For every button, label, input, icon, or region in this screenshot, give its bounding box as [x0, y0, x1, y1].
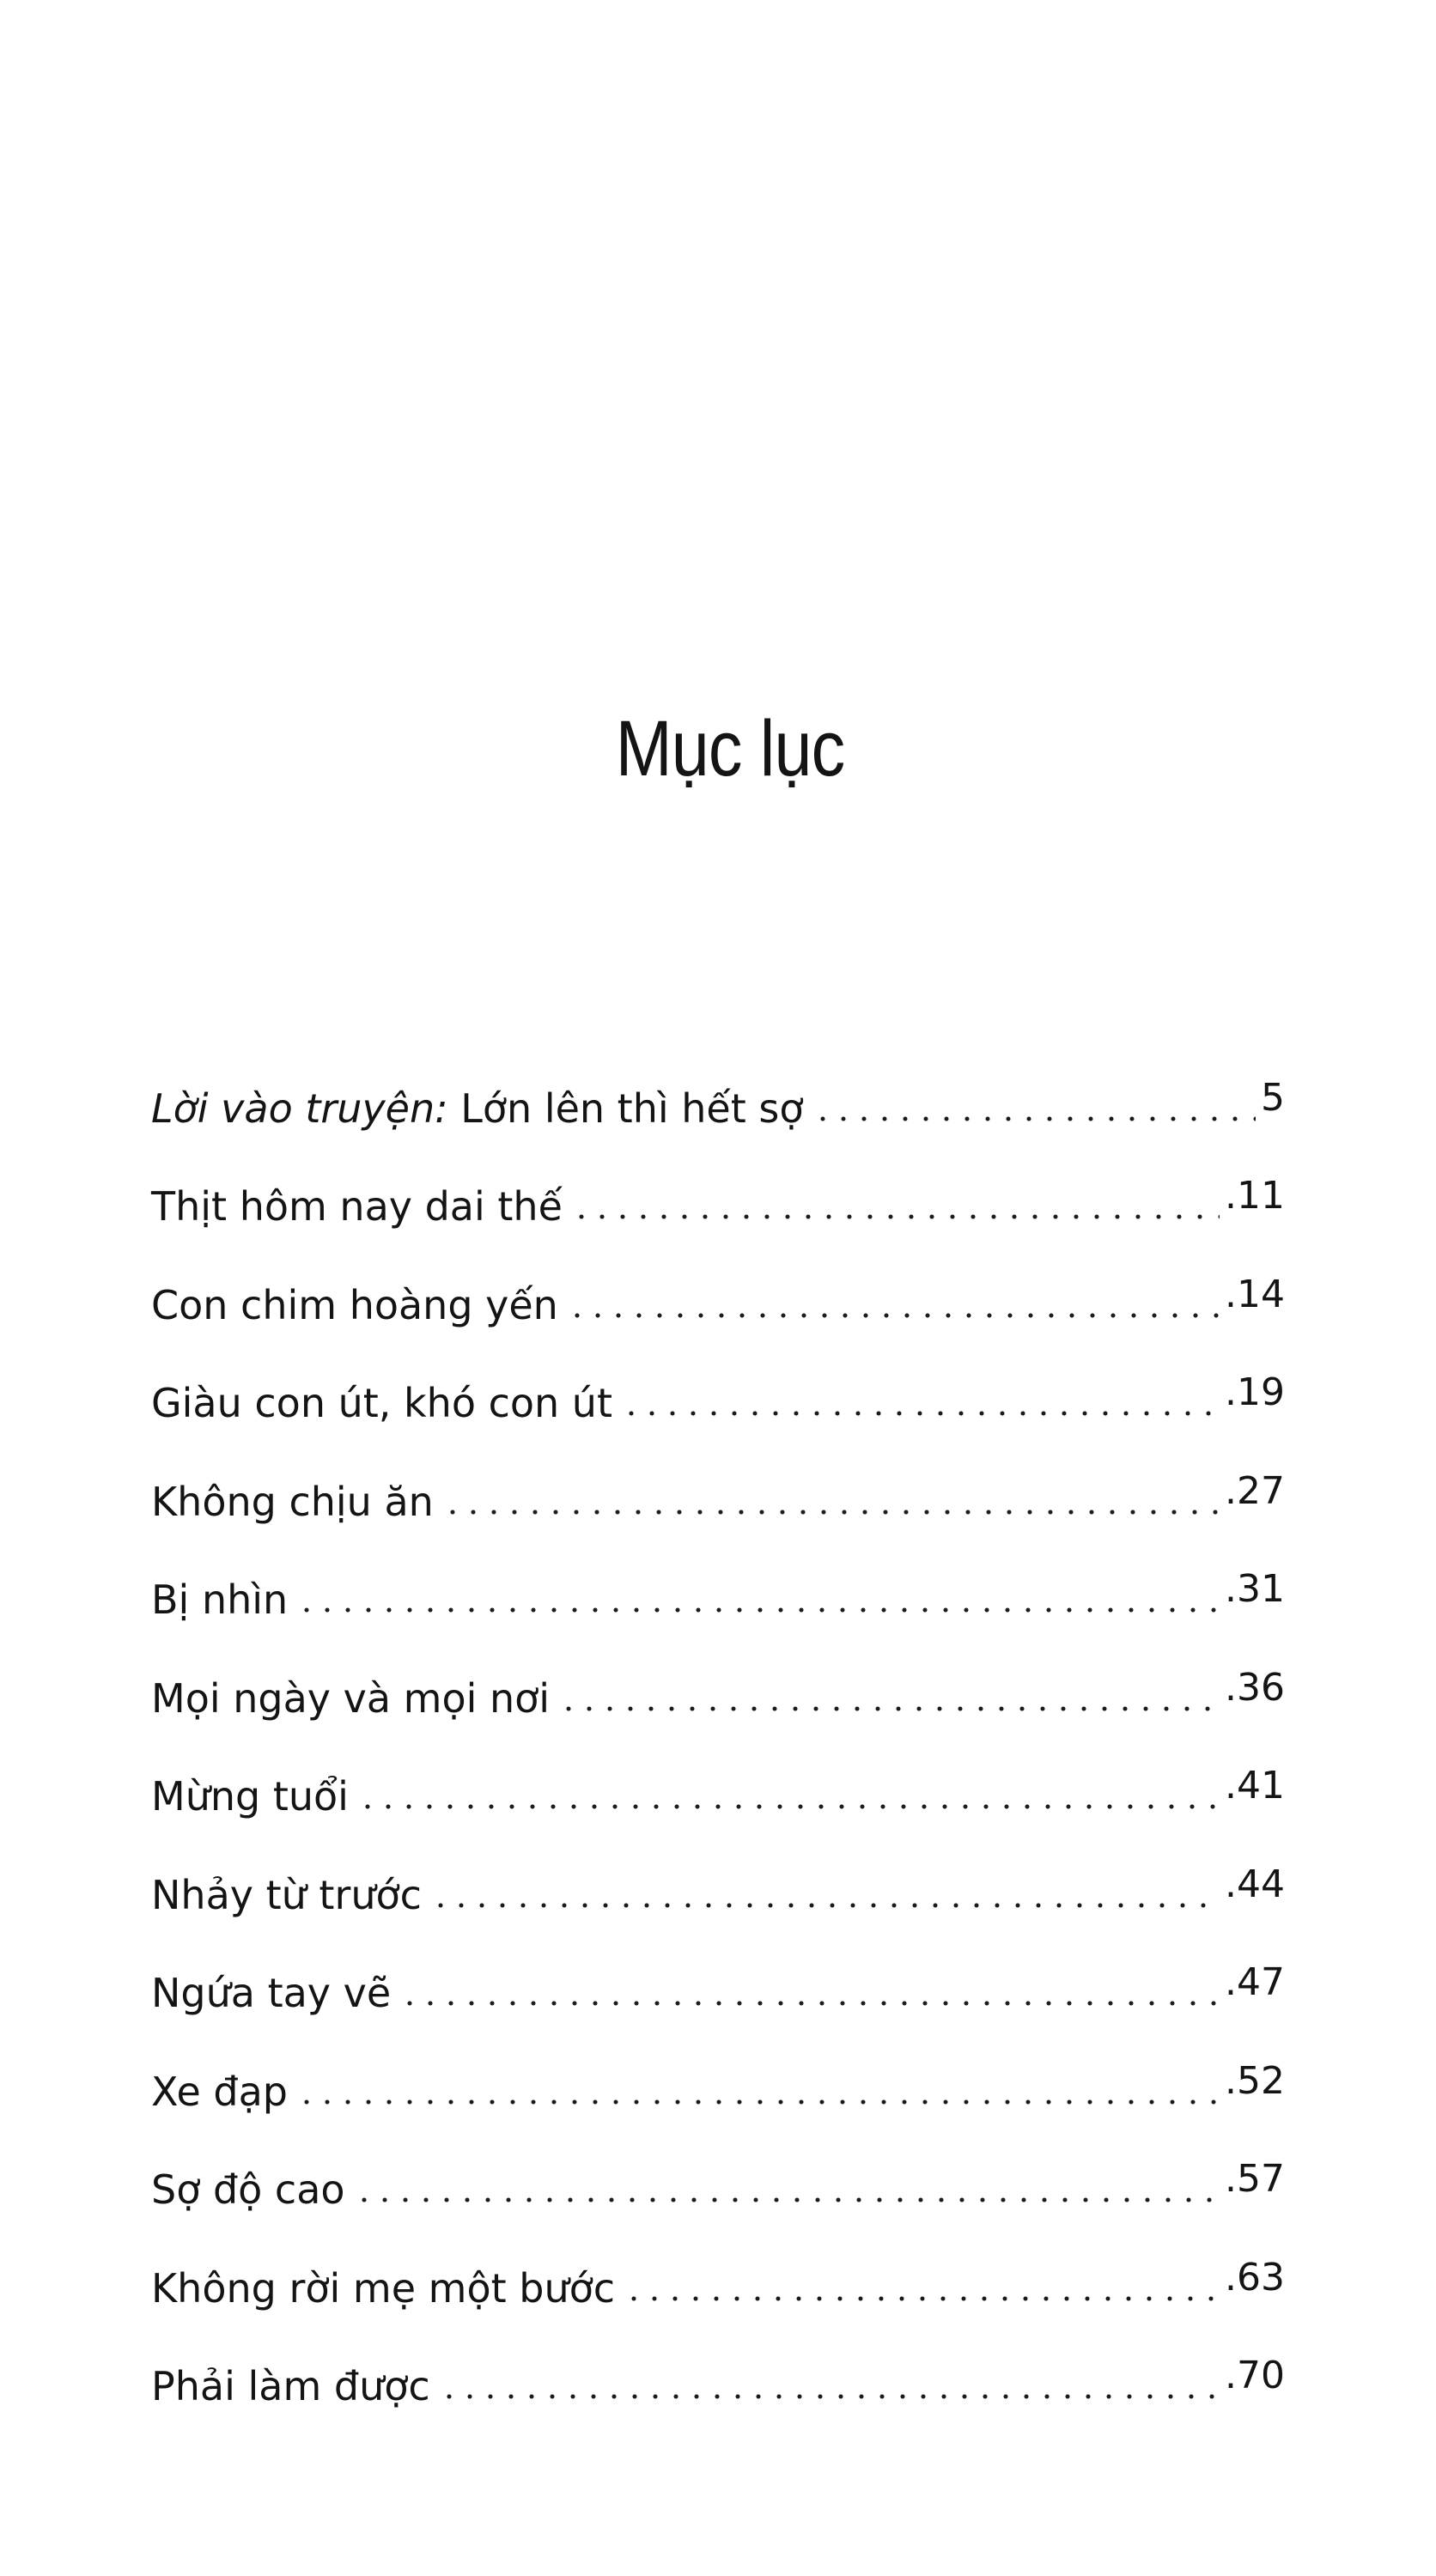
- toc-entry-text: Xe đạp: [151, 2068, 288, 2115]
- dot-leader: [571, 1213, 1220, 1220]
- toc-entry-text: Sợ độ cao: [151, 2166, 345, 2213]
- dot-leader: [357, 1803, 1220, 1810]
- toc-entry: [151, 2215, 1285, 2314]
- toc-entry-page-number: .11: [1225, 1174, 1285, 1218]
- toc-entry: [151, 1232, 1285, 1331]
- toc-entry-page-number: .41: [1225, 1764, 1285, 1807]
- toc-entry-prefix: Lời vào truyện:: [151, 1084, 448, 1132]
- toc-entry-text: Lớn lên thì hết sợ: [460, 1084, 804, 1132]
- dot-leader: [399, 2000, 1220, 2007]
- toc-entry: [151, 1036, 1285, 1134]
- toc-entry-text: Nhảy từ trước: [151, 1871, 422, 1918]
- toc-entry-page-number: .14: [1225, 1272, 1285, 1316]
- toc-entry-text: Thịt hôm nay dai thế: [151, 1183, 563, 1230]
- toc-entry-text: Giàu con út, khó con út: [151, 1380, 612, 1426]
- toc-entry-text: Không chịu ăn: [151, 1478, 434, 1525]
- page-title: Mục lục: [615, 705, 845, 793]
- toc-entry-text: Mừng tuổi: [151, 1773, 349, 1820]
- toc-entry-page-number: .27: [1225, 1468, 1285, 1513]
- dot-leader: [812, 1115, 1256, 1122]
- toc-entry-page-number: .70: [1225, 2354, 1285, 2397]
- toc-entry: [151, 2117, 1285, 2216]
- toc-entry-page-number: .19: [1225, 1370, 1285, 1414]
- toc-entry-text: Bị nhìn: [151, 1577, 289, 1623]
- toc-entry-text: Con chim hoàng yến: [151, 1281, 558, 1328]
- dot-leader: [567, 1312, 1220, 1319]
- toc-entry-text: Ngứa tay vẽ: [151, 1970, 392, 2016]
- toc-entry-text: Phải làm được: [151, 2363, 430, 2409]
- toc-entry-page-number: .31: [1225, 1567, 1285, 1611]
- toc-entry-title: [151, 1574, 288, 1625]
- toc-entry-title: [151, 1771, 349, 1822]
- toc-entry-title: [151, 1181, 563, 1232]
- dot-leader: [296, 2099, 1220, 2105]
- toc-entry-title: [151, 1476, 434, 1528]
- toc-entry-title: [151, 1673, 550, 1724]
- toc-entry: [151, 1625, 1285, 1724]
- toc-entry-page-number: 5: [1261, 1075, 1285, 1120]
- toc-entry: [151, 1724, 1285, 1823]
- toc-entry-page-number: .57: [1225, 2157, 1285, 2201]
- toc-entry-page-number: .52: [1225, 2058, 1285, 2103]
- dot-leader: [624, 2295, 1220, 2302]
- toc-entry-title: [151, 2263, 615, 2314]
- toc-entry: [151, 1429, 1285, 1528]
- dot-leader: [354, 2196, 1220, 2203]
- dot-leader: [430, 1902, 1220, 1909]
- toc-entry: [151, 1822, 1285, 1921]
- toc-entry-title: [151, 1083, 804, 1134]
- dot-leader: [442, 1509, 1220, 1516]
- toc-entry-title: [151, 1377, 612, 1429]
- dot-leader: [558, 1705, 1220, 1712]
- dot-leader: [621, 1410, 1220, 1417]
- dot-leader: [439, 2393, 1220, 2400]
- toc-entry-page-number: .63: [1225, 2255, 1285, 2300]
- toc-entry-page-number: .36: [1225, 1665, 1285, 1710]
- toc-entry-page-number: .47: [1225, 1960, 1285, 2004]
- toc-entry-page-number: .44: [1225, 1862, 1285, 1906]
- toc-entry: [151, 1331, 1285, 1430]
- toc-entry-title: [151, 2164, 345, 2215]
- toc-entry-title: [151, 1967, 391, 2019]
- toc-entry: [151, 1921, 1285, 2020]
- toc-entry-title: [151, 2066, 288, 2117]
- toc-entry: [151, 2314, 1285, 2413]
- toc-entry-title: [151, 1869, 422, 1921]
- dot-leader: [296, 1607, 1220, 1613]
- toc-entry-text: Mọi ngày và mọi nơi: [151, 1674, 551, 1722]
- toc-entry: [151, 1134, 1285, 1233]
- toc-entry-title: [151, 1279, 558, 1331]
- toc-entry: [151, 2019, 1285, 2117]
- toc-entry-title: [151, 2360, 430, 2412]
- toc-entry: [151, 1528, 1285, 1626]
- toc-entry-text: Không rời mẹ một bước: [151, 2264, 616, 2312]
- table-of-contents: [151, 1036, 1285, 2412]
